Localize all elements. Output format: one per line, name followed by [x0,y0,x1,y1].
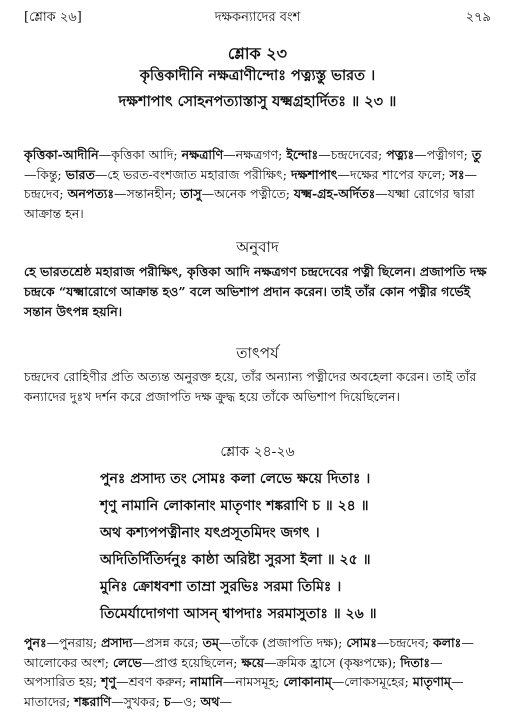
verse-23-line-1: কৃত্তিকাদীনি নক্ষত্রাণীন্দোঃ পত্ন্যস্তু ভারত । [139,67,376,84]
synonyms-24-26: পুনঃ—পুনরায়; প্রসাদ্য—প্রসন্ন করে; তম্—তাঁকে (প্রজাপতি দক্ষ); সোমঃ—চন্দ্রদেব; কলাঃ—আলোকের অংশ; লেভে—প্রাপ্ত হয়েছিলেন; ক্ষয়ে—ক্রমিক হ্রাসে (কৃষ্ণপক্ষে); দিতাঃ—অপসারিত হয়; শৃণু—শ্রবণ করুন; নামানি—নামসমূহ; লোকানাম্—লোকসমূহের; মাতৃণাম্—মাতাদের; শঙ্করাণি—সুখকর; চ—ও; অথ— [24,635,474,709]
synonym-meaning: শ্রবণ করুন; [128,674,191,689]
synonym-word: ক্ষয়ে [241,654,264,670]
verse-26-line-1: মুনিঃ ক্রোধবশা তাম্রা সুরভিঃ সরমা তিমিঃ । [100,579,342,595]
synonym-word: কৃত্তিকা-আদীনি [24,147,99,162]
synonym-word: চ [163,693,171,709]
synonym-meaning: হে ভরত-বংশজাত মহারাজ পরীক্ষিৎ; [107,166,291,182]
synonym-meaning: মাতাদের; [24,693,75,709]
synonym-word: প্রসাদ্য [101,635,133,650]
synonym-word: ভারত [65,166,95,182]
verse-26-line-2: তিমের্যাদোগণা আসন্ শ্বাপদাঃ সরমাসুতাঃ ॥ ২৬ ॥ [100,606,377,622]
verse-25-line-1: অথ কশ্যপপত্নীনাং যৎপ্রসূতমিদং জগৎ । [100,525,320,541]
synonym-word: তম্ [202,635,219,650]
synonym-word: নক্ষত্রাণি [181,147,224,162]
synonym-meaning: নক্ষত্রগণ; [235,147,287,162]
translation-heading: অনুবাদ [236,238,279,256]
synonym-meaning: পুনরায়; [59,635,102,650]
synonym-meaning: কৃত্তিকা আদি; [111,147,182,162]
synonym-meaning: অপসারিত হয়; [24,674,102,689]
synonyms-23: কৃত্তিকা-আদীনি—কৃত্তিকা আদি; নক্ষত্রাণি—নক্ষত্রগণ; ইন্দোঃ—চন্দ্রদেবের; পত্ন্যঃ—পত্নীগণ; তু—কিন্তু; ভারত—হে ভরত-বংশজাত মহারাজ পরীক্ষিৎ; দক্ষশাপাৎ—দক্ষের শাপের ফলে; সঃ—চন্দ্রদেব; অনপত্যঃ—সন্তানহীন; তাসু—অনেক পত্নীতে; যক্ষ্ম-গ্রহ-অর্দিতঃ—যক্ষ্মা রোগের দ্বারা আক্রান্ত হন। [24,147,482,221]
synonym-meaning: চন্দ্রদেব; [389,635,433,650]
synonym-word: অথ [200,693,220,709]
translation-text: হে ভারতশ্রেষ্ঠ মহারাজ পরীক্ষিৎ, কৃত্তিকা আদি নক্ষত্রগণ চন্দ্রদেবের পত্নী ছিলেন। প্রজাপতি দক্ষ চন্দ্রকে “যক্ষ্মারোগে আক্রান্ত হও” বলে অভিশাপ প্রদান করেন। তাই তাঁর কোন পত্নীর গর্ভেই সন্তান উৎপন্ন হয়নি। [24,264,487,319]
purport-text: চন্দ্রদেব রোহিণীর প্রতি অত্যন্ত অনুরক্ত হয়ে, তাঁর অন্যান্য পত্নীদের অবহেলা করেন। তাই তাঁর কন্যাদের দুঃখ দর্শন করে প্রজাপতি দক্ষ ক্রুদ্ধ হয়ে তাঁকে অভিশাপ দিয়েছিলেন। [24,369,477,404]
synonym-word: লোকানাম্ [283,674,332,689]
synonym-meaning: সন্তানহীন; [126,186,181,201]
synonym-word: কলাঃ [432,635,462,650]
synonym-meaning: পত্নীগণ; [426,147,472,162]
synonym-word: পত্ন্যঃ [386,147,415,162]
running-header [24,8,491,28]
verse-23-line-2: দক্ষশাপাৎ সোহনপত্যাস্তাসু যক্ষ্মগ্রহার্দিতঃ ॥ ২৩ ॥ [118,93,397,110]
purport-heading: তাৎপর্য [236,344,279,362]
synonym-word: সোমঃ [346,635,377,650]
synonym-meaning: সুখকর; [123,693,164,709]
synonym-meaning: যক্ষ্মা রোগের দ্বারা আক্রান্ত হন। [24,186,475,221]
synonym-meaning: প্রসন্ন করে; [145,635,203,650]
verse-24-line-2: শৃণু নামানি লোকানাং মাতৃণাং শঙ্করাণি চ ॥ ২৪ ॥ [100,498,369,514]
synonym-meaning: কিন্তু; [36,166,66,182]
synonym-word: তাসু [180,186,202,201]
verse-24-26-heading: শ্লোক ২৪-২৬ [220,444,295,460]
header-chapter-title: দক্ষকন্যাদের বংশ [214,10,301,25]
synonym-meaning: ক্রমিক হ্রাসে (কৃষ্ণপক্ষে); [276,654,401,670]
synonym-meaning: তাঁকে (প্রজাপতি দক্ষ); [231,635,347,650]
synonym-word: মাতৃণাম্ [412,674,451,689]
synonym-word: শঙ্করাণি [74,693,112,709]
synonym-meaning: চন্দ্রদেবের; [330,147,387,162]
synonym-word: নামানি [190,674,223,689]
synonym-word: দিতাঃ [400,654,431,670]
synonym-word: লেভে [112,654,142,670]
synonym-word: দক্ষশাপাৎ [290,166,338,182]
synonym-meaning: চন্দ্রদেব; [24,186,68,201]
synonym-meaning: আলোকের অংশ; [24,654,113,670]
synonym-meaning: ও; [183,693,201,709]
synonym-meaning: অনেক পত্নীতে; [214,186,294,201]
synonym-meaning: নামসমূহ; [235,674,284,689]
page-number: ২৭৯ [465,10,491,25]
synonym-word: শৃণু [101,674,117,689]
header-verse-ref: [শ্লোক ২৬] [24,10,82,25]
synonym-word: সঃ [449,166,465,182]
verse-23-heading: শ্লোক ২৩ [227,44,288,63]
synonym-word: অনপত্যঃ [67,186,115,201]
synonym-word: ইন্দোঃ [286,147,319,162]
synonym-meaning: প্রাপ্ত হয়েছিলেন; [154,654,242,670]
synonym-meaning: লোকসমূহের; [344,674,413,689]
verse-24-line-1: পুনঃ প্রসাদ্য তং সোমঃ কলা লেভে ক্ষয়ে দিতাঃ । [100,471,371,487]
synonym-word: যক্ষ্ম-গ্রহ-অর্দিতঃ [293,186,376,201]
verse-25-line-2: অদিতির্দিতির্দনুঃ কাষ্ঠা অরিষ্টা সুরসা ইলা ॥ ২৫ ॥ [100,552,371,568]
synonym-word: পুনঃ [24,635,47,650]
synonym-meaning: দক্ষের শাপের ফলে; [349,166,450,182]
synonym-word: তু [471,147,482,162]
